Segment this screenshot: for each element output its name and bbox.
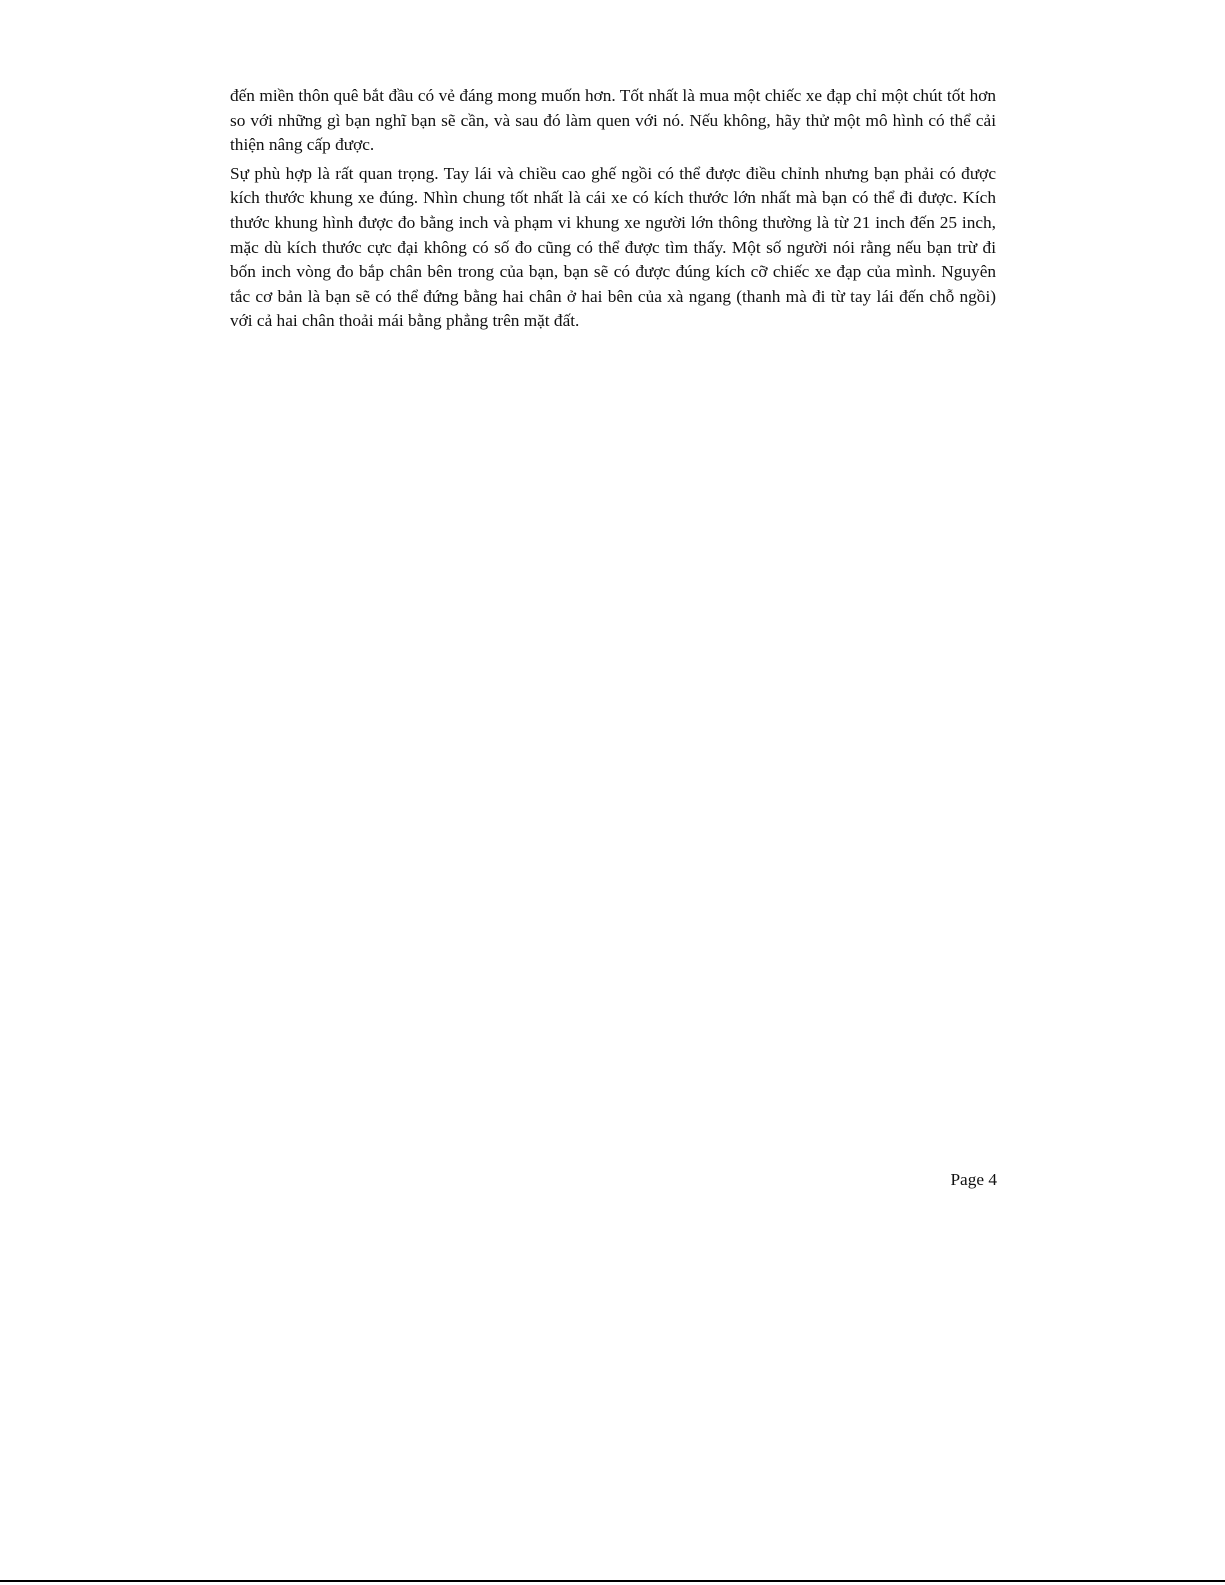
paragraph-2: Sự phù hợp là rất quan trọng. Tay lái và chiều cao ghế ngồi có thể được điều chỉnh nhưng bạn phải có được kích thước khung xe đúng. Nhìn chung tốt nhất là cái xe có kích thước lớn nhất mà bạn có thể đi được. Kích thước khung hình được đo bằng inch và phạm vi khung xe người lớn thông thường là từ 21 inch đến 25 inch, mặc dù kích thước cực đại không có số đo cũng có thể được tìm thấy. Một số người nói rằng nếu bạn trừ đi bốn inch vòng đo bắp chân bên trong của bạn, bạn sẽ có được đúng kích cỡ chiếc xe đạp của mình. Nguyên tắc cơ bản là bạn sẽ có thể đứng bằng hai chân ở hai bên của xà ngang (thanh mà đi từ tay lái đến chỗ ngồi) với cả hai chân thoải mái bằng phẳng trên mặt đất. (230, 163, 996, 331)
page-number: Page 4 (950, 1170, 997, 1189)
body-text (230, 84, 996, 338)
bottom-divider (0, 1580, 1225, 1582)
paragraph-1: đến miền thôn quê bắt đầu có vẻ đáng mong muốn hơn. Tốt nhất là mua một chiếc xe đạp chỉ một chút tốt hơn so với những gì bạn nghĩ bạn sẽ cần, và sau đó làm quen với nó. Nếu không, hãy thử một mô hình có thể cải thiện nâng cấp được. (230, 86, 996, 155)
